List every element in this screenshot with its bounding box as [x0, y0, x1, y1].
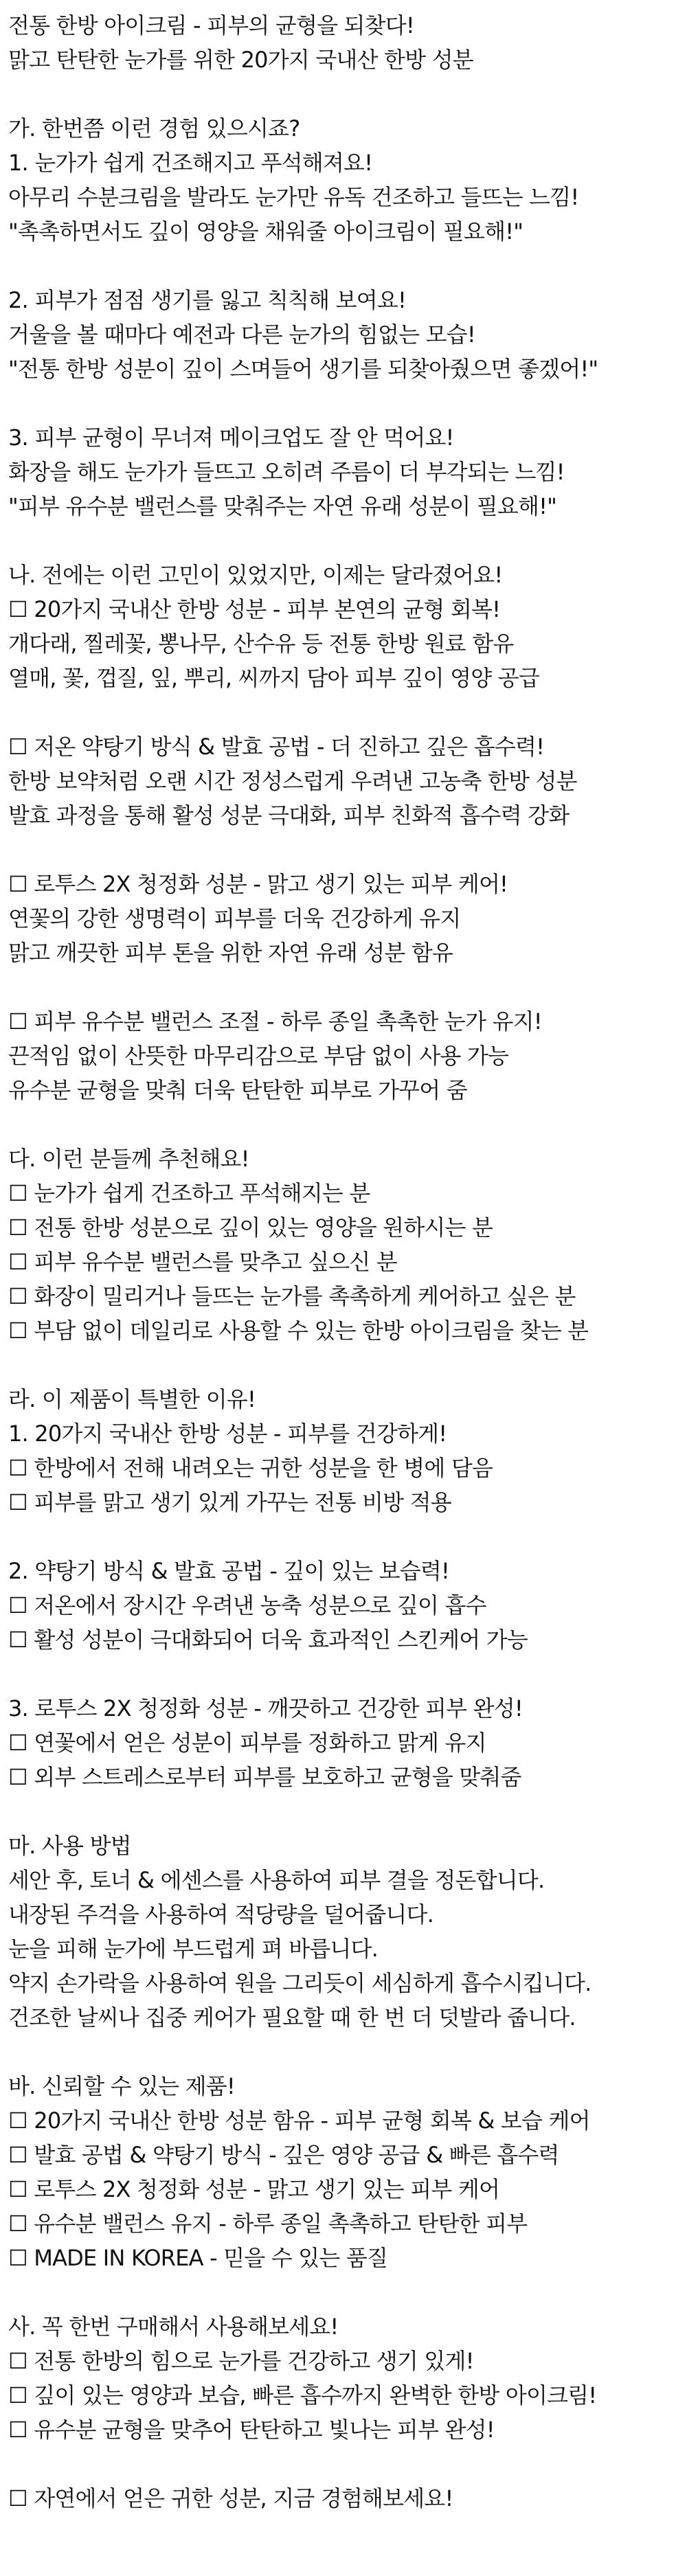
section-title: 사. 꼭 한번 구매해서 사용해보세요!	[8, 2314, 339, 2340]
text-line: 개다래, 찔레꽃, 뽕나무, 산수유 등 전통 한방 원료 함유	[8, 631, 514, 657]
text-line: ☐ 로투스 2X 청정화 성분 - 맑고 생기 있는 피부 케어!	[8, 871, 508, 897]
text-line: ☐ 발효 공법 & 약탕기 방식 - 깊은 영양 공급 & 빠른 흡수력	[8, 2142, 559, 2168]
spacer	[8, 1794, 679, 1829]
text-line: 1. 20가지 국내산 한방 성분 - 피부를 건강하게!	[8, 1421, 447, 1447]
section-title: 다. 이런 분들께 추천해요!	[8, 1146, 249, 1172]
spacer	[8, 77, 679, 111]
text-line: 화장을 해도 눈가가 들뜨고 오히려 주름이 더 부각되는 느낌!	[8, 459, 565, 485]
section-title: 라. 이 제품이 특별한 이유!	[8, 1386, 256, 1412]
section-title: 바. 신뢰할 수 있는 제품!	[8, 2073, 235, 2099]
text-line: ☐ 전통 한방 성분으로 깊이 있는 영양을 원하시는 분	[8, 1214, 493, 1241]
text-line: ☐ 20가지 국내산 한방 성분 - 피부 본연의 균형 회복!	[8, 596, 501, 622]
text-line: ☐ 화장이 밀리거나 들뜨는 눈가를 촉촉하게 케어하고 싶은 분	[8, 1283, 576, 1309]
section-title: 가. 한번쯤 이런 경험 있으시죠?	[8, 115, 300, 142]
text-line: 1. 눈가가 쉽게 건조해지고 푸석해져요!	[8, 150, 373, 176]
text-line: 3. 로투스 2X 청정화 성분 - 깨끗하고 건강한 피부 완성!	[8, 1695, 523, 1721]
spacer	[8, 1348, 679, 1382]
text-line: ☐ 저온 약탕기 방식 & 발효 공법 - 더 진하고 깊은 흡수력!	[8, 734, 545, 760]
spacer	[8, 695, 679, 730]
text-line: ☐ 깊이 있는 영양과 보습, 빠른 흡수까지 완벽한 한방 아이크림!	[8, 2382, 597, 2408]
section-title: 나. 전에는 이런 고민이 있었지만, 이제는 달라졌어요!	[8, 562, 503, 588]
text-line: ☐ 유수분 균형을 맞추어 탄탄하고 빛나는 피부 완성!	[8, 2417, 495, 2443]
text-line: ☐ 눈가가 쉽게 건조하고 푸석해지는 분	[8, 1180, 370, 1206]
text-line: 맑고 깨끗한 피부 톤을 위한 자연 유래 성분 함유	[8, 940, 453, 966]
text-line: ☐ 한방에서 전해 내려오는 귀한 성분을 한 병에 담음	[8, 1455, 493, 1481]
page-subtitle: 맑고 탄탄한 눈가를 위한 20가지 국내산 한방 성분	[8, 47, 473, 73]
text-line: 눈을 피해 눈가에 부드럽게 펴 바릅니다.	[8, 1936, 379, 1962]
text-line: ☐ 연꽃에서 얻은 성분이 피부를 정화하고 맑게 유지	[8, 1730, 486, 1756]
text-line: 유수분 균형을 맞춰 더욱 탄탄한 피부로 가꾸어 줌	[8, 1077, 467, 1103]
page-title: 전통 한방 아이크림 - 피부의 균형을 되찾다!	[8, 12, 414, 38]
text-line: ☐ 전통 한방의 힘으로 눈가를 건강하고 생기 있게!	[8, 2348, 474, 2374]
text-line: ☐ 로투스 2X 청정화 성분 - 맑고 생기 있는 피부 케어	[8, 2176, 500, 2202]
spacer	[8, 2035, 679, 2069]
text-line: ☐ 유수분 밸런스 유지 - 하루 종일 촉촉하고 탄탄한 피부	[8, 2211, 528, 2237]
text-line: 세안 후, 토너 & 에센스를 사용하여 피부 결을 정돈합니다.	[8, 1867, 545, 1893]
spacer	[8, 386, 679, 420]
spacer	[8, 2275, 679, 2309]
text-line: ☐ 외부 스트레스로부터 피부를 보호하고 균형을 맞춰줌	[8, 1764, 521, 1790]
text-line: 3. 피부 균형이 무너져 메이크업도 잘 안 먹어요!	[8, 425, 454, 451]
text-line: 2. 약탕기 방식 & 발효 공법 - 깊이 있는 보습력!	[8, 1558, 449, 1584]
text-line: ☐ 부담 없이 데일리로 사용할 수 있는 한방 아이크림을 찾는 분	[8, 1318, 589, 1344]
text-line: ☐ 활성 성분이 극대화되어 더욱 효과적인 스킨케어 가능	[8, 1627, 528, 1653]
spacer	[8, 249, 679, 283]
text-line: "촉촉하면서도 깊이 영양을 채워줄 아이크림이 필요해!"	[8, 218, 523, 245]
section-title: 마. 사용 방법	[8, 1833, 131, 1859]
text-line: ☐ 피부를 맑고 생기 있게 가꾸는 전통 비방 적용	[8, 1489, 451, 1515]
text-line: 열매, 꽃, 껍질, 잎, 뿌리, 씨까지 담아 피부 깊이 영양 공급	[8, 665, 539, 691]
text-line: ☐ MADE IN KOREA - 믿을 수 있는 품질	[8, 2245, 388, 2271]
text-line: ☐ 피부 유수분 밸런스 조절 - 하루 종일 촉촉한 눈가 유지!	[8, 1008, 542, 1035]
text-line: 연꽃의 강한 생명력이 피부를 더욱 건강하게 유지	[8, 905, 461, 931]
text-line: 내장된 주걱을 사용하여 적당량을 덜어줍니다.	[8, 1901, 433, 1928]
text-line: 발효 과정을 통해 활성 성분 극대화, 피부 친화적 흡수력 강화	[8, 802, 570, 828]
spacer	[8, 970, 679, 1004]
spacer	[8, 833, 679, 867]
spacer	[8, 1519, 679, 1554]
text-line: "피부 유수분 밸런스를 맞춰주는 자연 유래 성분이 필요해!"	[8, 493, 557, 519]
text-line: ☐ 피부 유수분 밸런스를 맞추고 싶으신 분	[8, 1249, 397, 1275]
text-line: 2. 피부가 점점 생기를 잃고 칙칙해 보여요!	[8, 287, 406, 313]
text-line: 거울을 볼 때마다 예전과 다른 눈가의 힘없는 모습!	[8, 321, 475, 348]
text-line: 끈적임 없이 산뜻한 마무리감으로 부담 없이 사용 가능	[8, 1043, 509, 1069]
text-line: ☐ 20가지 국내산 한방 성분 함유 - 피부 균형 회복 & 보습 케어	[8, 2108, 590, 2134]
spacer	[8, 1107, 679, 1142]
text-line: ☐ 자연에서 얻은 귀한 성분, 지금 경험해보세요!	[8, 2485, 453, 2511]
text-line: 약지 손가락을 사용하여 원을 그리듯이 세심하게 흡수시킵니다.	[8, 1970, 592, 1996]
product-description	[8, 8, 679, 2516]
text-line: 한방 보약처럼 오랜 시간 정성스럽게 우려낸 고농축 한방 성분	[8, 768, 577, 794]
text-line: 건조한 날씨나 집중 케어가 필요할 때 한 번 더 덧발라 줍니다.	[8, 2004, 576, 2031]
text-line: 아무리 수분크림을 발라도 눈가만 유독 건조하고 들뜨는 느낌!	[8, 184, 579, 210]
spacer	[8, 1657, 679, 1691]
text-line: "전통 한방 성분이 깊이 스며들어 생기를 되찾아줬으면 좋겠어!"	[8, 356, 598, 382]
text-line: ☐ 저온에서 장시간 우려낸 농축 성분으로 깊이 흡수	[8, 1592, 486, 1618]
spacer	[8, 2447, 679, 2481]
spacer	[8, 523, 679, 558]
